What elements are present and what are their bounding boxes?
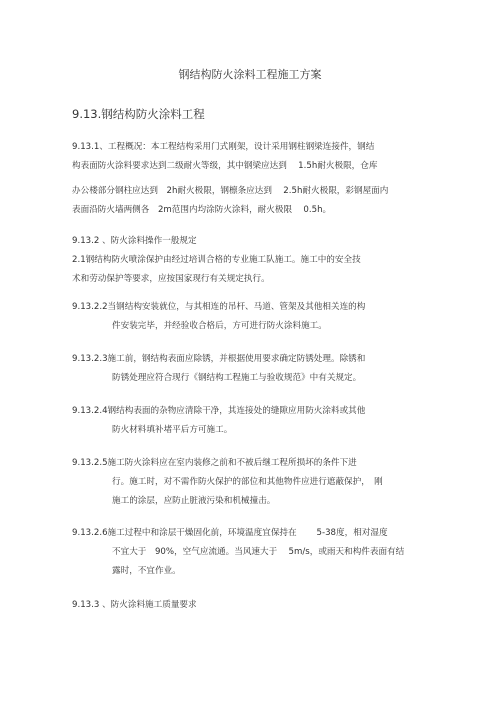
text-line: 防火材料填补堵平后方可施工。 <box>112 425 233 435</box>
paragraph-clause-2-2 <box>72 298 442 336</box>
subsection-heading: 9.13.3 、防火涂料施工质量要求 <box>72 600 197 610</box>
paragraph-quality-requirements <box>72 596 442 615</box>
paragraph-clause-2-3 <box>72 350 442 388</box>
text-line: 9.13.1、工程概况：本工程结构采用门式刚架，设计采用钢柱钢梁连接件，钢结 <box>72 142 375 152</box>
text-line: 件安装完毕，并经验收合格后，方可进行防火涂料施工。 <box>112 321 327 331</box>
subsection-heading: 9.13.2 、防火涂料操作一般规定 <box>72 236 197 246</box>
text-line: 9.13.2.4钢结构表面的杂物应清除干净，其连接处的缝隙应用防火涂料或其他 <box>72 406 366 416</box>
text-line: 9.13.2.2当钢结构安装就位，与其相连的吊杆、马道、管架及其他相关连的构 <box>72 302 366 312</box>
text-line: 表面沿防火墙两侧各 2m范围内均涂防火涂料，耐火极限 0.5h。 <box>72 205 332 215</box>
text-line: 办公楼部分钢柱应达到 2h耐火极限，钢檩条应达到 2.5h耐火极限，彩钢屋面内 <box>72 186 389 196</box>
paragraph-clause-2-4 <box>72 402 442 440</box>
text-line: 防锈处理应符合现行《钢结构工程施工与验收规范》中有关规定。 <box>112 373 362 383</box>
text-line: 行。施工时，对不需作防火保护的部位和其他物件应进行遮蔽保护， 刚 <box>112 477 383 487</box>
paragraph-overview <box>72 138 442 220</box>
text-line: 构表面防火涂料要求达到二级耐火等级，其中钢梁应达到 1.5h耐火极限，仓库 <box>72 161 378 171</box>
text-line: 9.13.2.5施工防火涂料应在室内装修之前和不被后继工程所损坏的条件下进 <box>72 458 357 468</box>
text-line: 9.13.2.3施工前，钢结构表面应除锈，并根据使用要求确定防锈处理。除锈和 <box>72 354 366 364</box>
text-line: 术和劳动保护等要求，应按国家现行有关规定执行。 <box>72 274 270 284</box>
paragraph-clause-2-6 <box>72 524 442 581</box>
text-line: 9.13.2.6施工过程中和涂层干燥固化前，环境温度宜保持在 5-38度，相对湿度 <box>72 528 388 538</box>
paragraph-general-rules <box>72 232 442 289</box>
paragraph-clause-2-5 <box>72 454 442 511</box>
text-line: 露时，不宜作业。 <box>112 566 181 576</box>
text-line: 不宜大于 90%，空气应流通。当风速大于 5m/s，或雨天和构件表面有结 <box>112 547 405 557</box>
section-heading: 9.13.钢结构防火涂料工程 <box>72 107 205 121</box>
text-line: 2.1钢结构防火喷涂保护由经过培训合格的专业施工队施工。施工中的安全技 <box>72 255 361 265</box>
document-title: 钢结构防火涂料工程施工方案 <box>178 68 322 81</box>
text-line: 施工的涂层，应防止脏液污染和机械撞击。 <box>112 496 276 506</box>
